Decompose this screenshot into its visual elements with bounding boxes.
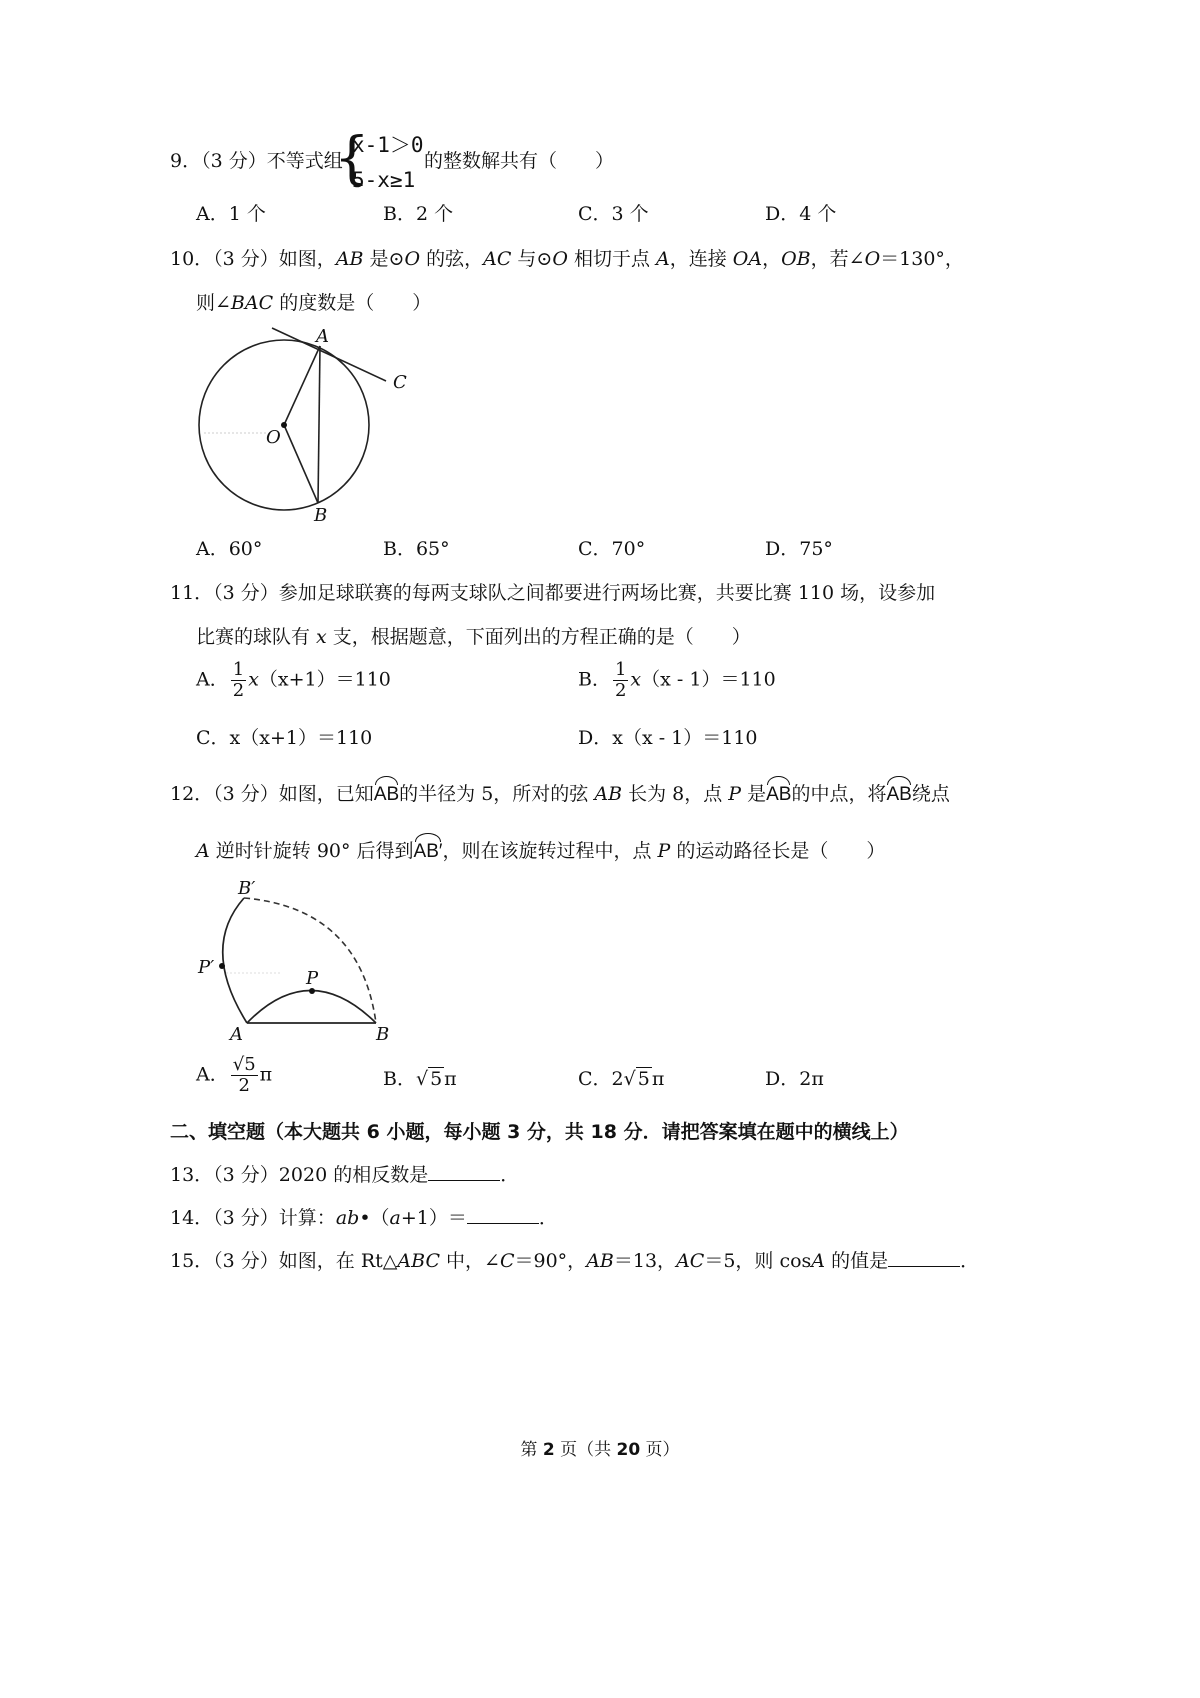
q11-stem-line1: 11．（3 分）参加足球联赛的每两支球队之间都要进行两场比赛，共要比赛 110 场，设参加 — [170, 582, 936, 604]
q12-option-d: D．2π — [765, 1068, 824, 1090]
q9-inequality-1: x-1＞0 — [352, 133, 424, 157]
q9-option-d: D．4 个 — [765, 203, 837, 225]
q10-label-b: B — [314, 505, 328, 526]
q13-stem: 13．（3 分）2020 的相反数是 ． — [170, 1164, 520, 1186]
q12-label-a: A — [230, 1024, 243, 1045]
q12-option-b: B．√ 5 π — [383, 1068, 457, 1090]
q10-radius-oa — [284, 346, 320, 425]
q10-option-a: A．60° — [196, 538, 263, 560]
q9-option-c: C．3 个 — [578, 203, 649, 225]
q15-answer-blank[interactable] — [888, 1248, 960, 1267]
q10-label-c: C — [393, 372, 407, 393]
q10-label-a: A — [316, 326, 329, 347]
q12-stem-line2: A 逆时针旋转 90° 后得到AB′，则在该旋转过程中，点 P 的运动路径长是（ ） — [196, 833, 885, 865]
section-2-heading: 二、填空题（本大题共 6 小题，每小题 3 分，共 18 分．请把答案填在题中的横线上） — [170, 1121, 909, 1143]
q10-option-d: D．75° — [765, 538, 833, 560]
q9-prefix: 9．（3 分）不等式组 — [170, 150, 343, 172]
q12-figure — [190, 878, 410, 1043]
q12-label-p-prime: P′ — [198, 957, 215, 978]
page-footer: 第 2 页（共 20 页） — [520, 1440, 680, 1460]
q10-option-c: C．70° — [578, 538, 646, 560]
q12-point-p-prime — [219, 963, 225, 969]
q10-chord-ab — [318, 346, 320, 503]
q12-label-b-prime: B′ — [238, 878, 256, 899]
q10-tangent-line — [272, 328, 386, 381]
q12-arc-ab-prime — [223, 898, 247, 1023]
q9-inequality-2: 5-x≥1 — [352, 168, 416, 192]
q9-option-a: A．1 个 — [196, 203, 266, 225]
q12-stem-line1: 12．（3 分）如图，已知AB的半径为 5，所对的弦 AB 长为 8，点 P 是AB的中点，将AB绕点 — [170, 776, 950, 808]
q14-answer-blank[interactable] — [467, 1205, 539, 1224]
q11-stem-line2: 比赛的球队有 x 支，根据题意，下面列出的方程正确的是（ ） — [196, 626, 751, 648]
q10-stem-line1: 10．（3 分）如图，AB 是⊙O 的弦，AC 与⊙O 相切于点 A，连接 OA，OB，若∠O＝130°， — [170, 248, 964, 270]
q12-label-p: P — [306, 968, 319, 989]
q10-label-o: O — [266, 427, 281, 448]
q11-option-b: B． $\frac{1}{2}$ x（x - 1）＝110 — [578, 659, 776, 701]
q13-answer-blank[interactable] — [428, 1162, 500, 1181]
q11-option-a: A． $\frac{1}{2}$ x（x+1）＝110 — [196, 659, 391, 701]
q9-option-b: B．2 个 — [383, 203, 454, 225]
q12-label-b: B — [376, 1024, 390, 1045]
q11-option-c: C．x（x+1）＝110 — [196, 727, 373, 749]
q11-option-d: D．x（x - 1）＝110 — [578, 727, 758, 749]
q10-stem-line2: 则∠BAC 的度数是（ ） — [196, 292, 432, 314]
q10-point-o — [281, 422, 287, 428]
q12-arc-dashed — [244, 898, 376, 1023]
q12-arc-ab — [247, 991, 376, 1024]
q10-option-b: B．65° — [383, 538, 450, 560]
q9-suffix: 的整数解共有（ ） — [424, 150, 615, 172]
q9-brace: { — [334, 126, 370, 191]
q15-stem: 15．（3 分）如图，在 Rt△ABC 中，∠C＝90°，AB＝13，AC＝5，则 cosA 的值是 ． — [170, 1250, 980, 1272]
q12-option-a: A． $\frac{√5}{2}$ π — [196, 1054, 273, 1096]
q14-stem: 14．（3 分）计算：ab•（a+1）＝ ． — [170, 1207, 558, 1229]
q10-radius-ob — [284, 425, 318, 503]
q10-figure — [190, 325, 430, 530]
q12-option-c: C．2√ 5 π — [578, 1068, 665, 1090]
